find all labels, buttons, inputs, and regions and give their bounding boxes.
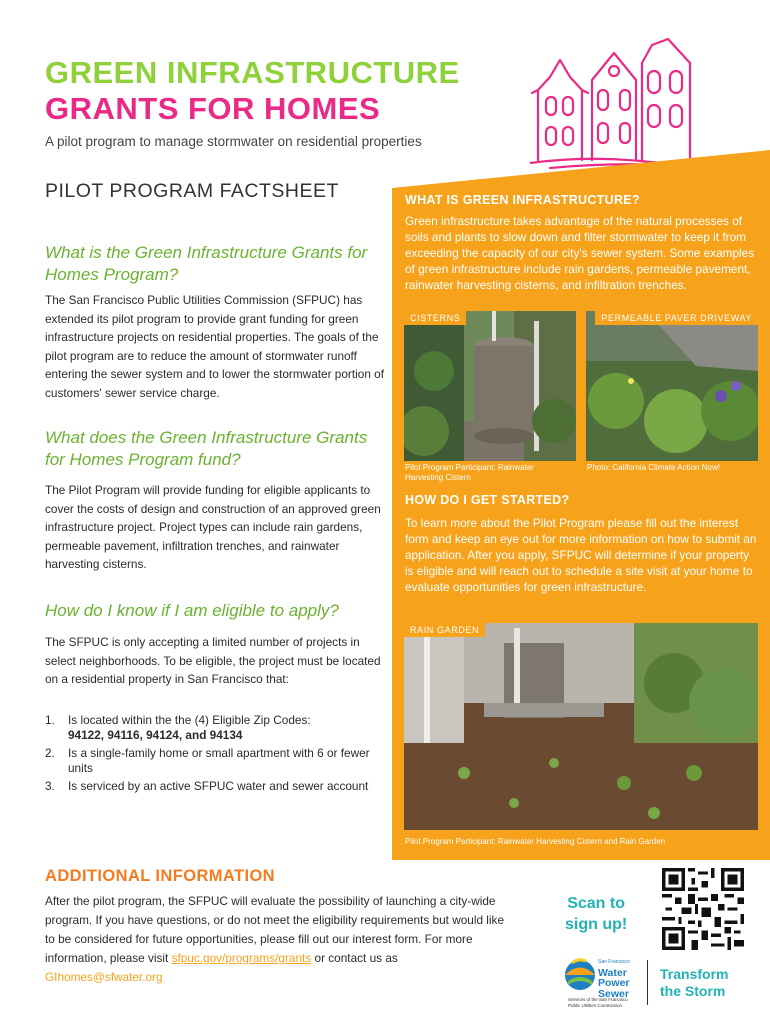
contact-text: or contact us as [314, 951, 398, 965]
title-line-1: GREEN INFRASTRUCTURE [45, 55, 460, 90]
logo-water: Water [598, 966, 627, 979]
what-body: Green infrastructure takes advantage of the natural processes of soils and plants to slow down and filter stormwater to keep it from exceeding the capacity of our city's sewer system. Some examples of green infrastructure include rain gardens, permeable pavement, rainwater harvesting cisterns, and infiltration trenches. [405, 214, 755, 292]
email-link[interactable]: GIhomes@sfwater.org [45, 970, 163, 984]
list-item-text: Is serviced by an active SFPUC water and sewer account [68, 779, 369, 793]
cistern-caption: Pilot Program Participant: Rainwater Harvesting Cistern [405, 463, 534, 482]
cistern-photo [404, 311, 576, 461]
programs-link[interactable]: sfpuc.gov/programs/grants [171, 951, 312, 965]
transform-line-2: the Storm [660, 983, 726, 999]
paver-photo [586, 311, 758, 461]
q1-heading: What is the Green Infrastructure Grants for Homes Program? [45, 243, 368, 284]
zip-codes: 94122, 94116, 94124, and 94134 [68, 727, 243, 742]
q3-body: The SFPUC is only accepting a limited number of projects in select neighborhoods. To be eligible, the project must be located on a residential property in San Francisco that: [45, 635, 381, 686]
scan-line-1: Scan to [567, 895, 625, 912]
q1-body: The San Francisco Public Utilities Commission (SFPUC) has extended its pilot program to provide grant funding for green infrastructure projects on residential properties. The goals of the pilot program are to reduce the amount of stormwater runoff entering the sewer system and to lower the stormwater portion of customers' sewer service charge. [45, 293, 384, 400]
sfpuc-logo-text [598, 957, 630, 999]
list-number: 1. [45, 713, 55, 727]
list-item [45, 746, 390, 775]
cisterns-tag: CISTERNS [404, 311, 466, 325]
title-line-2: GRANTS FOR HOMES [45, 91, 381, 126]
list-number: 2. [45, 746, 55, 760]
scan-prompt [565, 893, 627, 935]
start-heading: HOW DO I GET STARTED? [405, 493, 570, 507]
logo-power: Power [598, 977, 630, 989]
list-item-text: Is located within the the (4) Eligible Zip Codes: [68, 713, 311, 727]
rain-garden-caption: Pilot Program Participant: Rainwater Harvesting Cistern and Rain Garden [405, 837, 666, 846]
subtitle: A pilot program to manage stormwater on residential properties [45, 134, 422, 149]
rain-garden-photo [404, 623, 758, 830]
q2-body: The Pilot Program will provide funding for eligible applicants to cover the costs of design and construction of an approved green infrastructure project. Project types can include rain gardens, permeable pavement, infiltration trenches, and rainwater harvesting cisterns. [45, 483, 381, 571]
q3-heading: How do I know if I am eligible to apply? [45, 601, 339, 620]
eligibility-list [45, 713, 390, 798]
what-heading: WHAT IS GREEN INFRASTRUCTURE? [405, 193, 640, 207]
additional-body [45, 892, 515, 987]
qr-code[interactable] [662, 868, 744, 950]
start-body: To learn more about the Pilot Program please fill out the interest form and keep an eye out for more information on how to submit an application. After you apply, SFPUC will determine if your property is eligible and will reach out to schedule a site visit at your home to evaluate opportunities for green infrastructure. [405, 516, 757, 594]
factsheet-label: PILOT PROGRAM FACTSHEET [45, 180, 339, 202]
list-item [45, 779, 390, 794]
list-number: 3. [45, 779, 55, 793]
transform-the-storm-logo [660, 966, 728, 1000]
list-item-text: Is a single-family home or small apartment with 6 or fewer units [68, 746, 370, 775]
paver-image [586, 311, 758, 461]
scan-line-2: sign up! [565, 916, 628, 933]
rain-garden-image [404, 623, 758, 830]
transform-line-1: Transform [660, 966, 729, 982]
paver-tag: PERMEABLE PAVER DRIVEWAY [595, 311, 758, 325]
additional-text: After the pilot program, the SFPUC will evaluate the possibility of launching a city-wide program. If you have questions, or do not meet the eligibility requirements but would like to be considered for future opportunities, please fill out our interest form. For more information, please visit [45, 894, 505, 965]
cistern-image [404, 311, 576, 461]
logo-sewer: Sewer [598, 987, 629, 1000]
list-item [45, 713, 390, 742]
q2-heading: What does the Green Infrastructure Grants for Homes Program fund? [45, 428, 368, 469]
additional-heading: ADDITIONAL INFORMATION [45, 867, 276, 885]
logo-small-bottom: Services of the San Francisco Public Utilities Commission [568, 997, 628, 1008]
logo-divider [647, 960, 648, 1005]
houses-illustration [530, 35, 765, 170]
paver-caption: Photo: California Climate Action Now! [587, 463, 720, 472]
logo-small-top: San Francisco [598, 959, 630, 965]
rain-garden-tag: RAIN GARDEN [404, 623, 485, 637]
list-text [68, 713, 311, 742]
